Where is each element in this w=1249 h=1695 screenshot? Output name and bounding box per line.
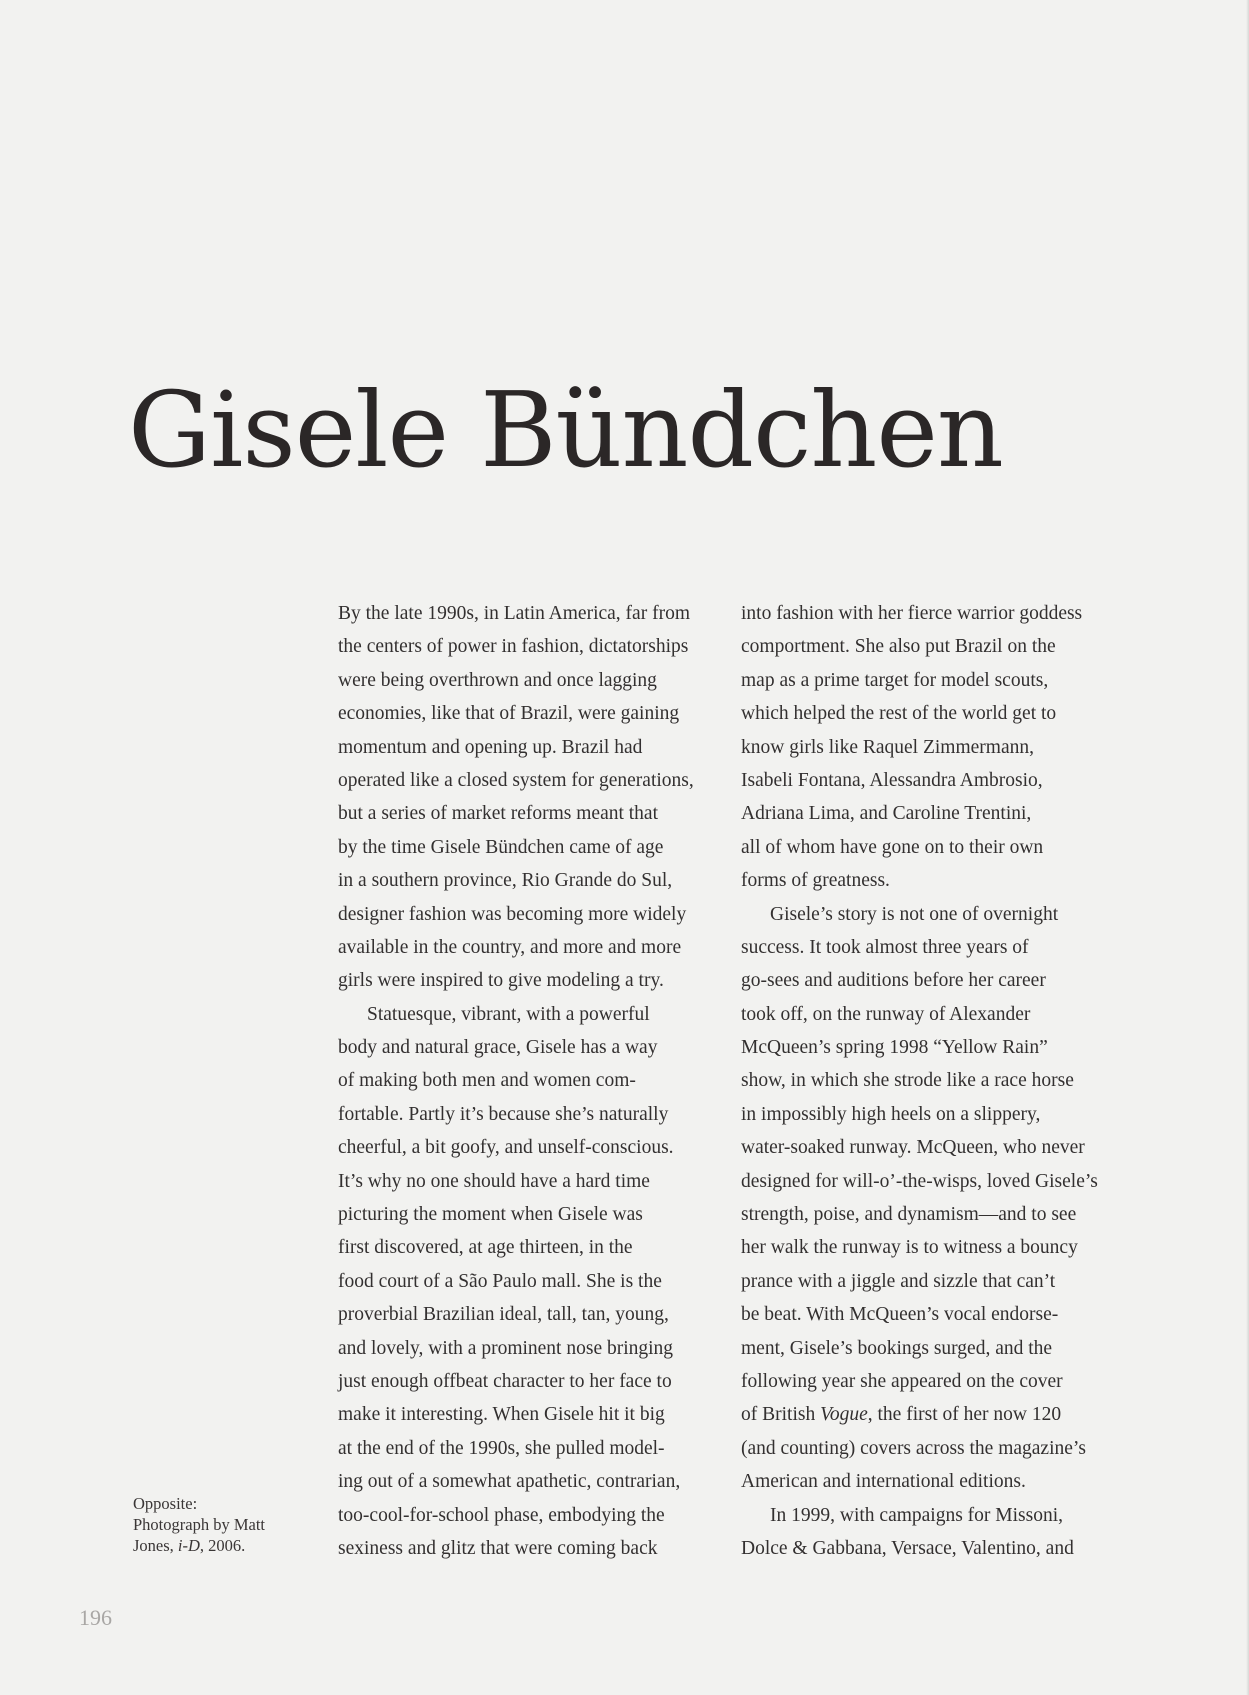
text-line: too-cool-for-school phase, embodying the <box>338 1504 665 1526</box>
text-fragment: of British <box>741 1404 821 1426</box>
text-line: food court of a São Paulo mall. She is the <box>338 1270 662 1292</box>
text-line: of making both men and women com- <box>338 1070 636 1092</box>
text-line: picturing the moment when Gisele was <box>338 1204 643 1226</box>
text-line: fortable. Partly it’s because she’s naturally <box>338 1103 669 1125</box>
text-line: (and counting) covers across the magazine’s <box>741 1437 1086 1459</box>
text-line: first discovered, at age thirteen, in the <box>338 1237 633 1259</box>
text-line: following year she appeared on the cover <box>741 1370 1063 1392</box>
text-line: momentum and opening up. Brazil had <box>338 736 643 758</box>
text-fragment: , 2006. <box>199 1536 246 1555</box>
text-line: sexiness and glitz that were coming back <box>338 1537 658 1559</box>
text-line: designer fashion was becoming more widely <box>338 903 687 925</box>
text-line: girls were inspired to give modeling a try. <box>338 970 664 992</box>
text-line: American and international editions. <box>741 1471 1026 1493</box>
body-column-left <box>338 597 718 1565</box>
text-line: which helped the rest of the world get to <box>741 703 1057 725</box>
publication-title: Vogue <box>820 1404 868 1426</box>
text-line: in impossibly high heels on a slippery, <box>741 1103 1041 1125</box>
text-line: available in the country, and more and more <box>338 936 682 958</box>
text-line: know girls like Raquel Zimmermann, <box>741 736 1034 758</box>
text-line: all of whom have gone on to their own <box>741 836 1044 858</box>
text-line: proverbial Brazilian ideal, tall, tan, young, <box>338 1304 669 1326</box>
text-line: ment, Gisele’s bookings surged, and the <box>741 1337 1053 1359</box>
text-line: economies, like that of Brazil, were gaining <box>338 703 680 725</box>
text-line: show, in which she strode like a race horse <box>741 1070 1074 1092</box>
publication-title: i-D <box>177 1536 200 1555</box>
text-line: Adriana Lima, and Caroline Trentini, <box>741 803 1032 825</box>
text-line: success. It took almost three years of <box>741 936 1029 958</box>
text-line: McQueen’s spring 1998 “Yellow Rain” <box>741 1037 1048 1059</box>
text-line: By the late 1990s, in Latin America, far from <box>338 603 690 624</box>
text-line: water-soaked runway. McQueen, who never <box>741 1137 1085 1159</box>
text-line: map as a prime target for model scouts, <box>741 669 1049 691</box>
text-line: the centers of power in fashion, dictatorships <box>338 636 689 658</box>
paragraph-start-line: In 1999, with campaigns for Missoni, <box>770 1504 1064 1526</box>
text-line: in a southern province, Rio Grande do Sul, <box>338 870 673 892</box>
text-line: designed for will-o’-the-wisps, loved Gisele’s <box>741 1170 1098 1192</box>
article-title: Gisele Bündchen <box>128 369 1003 491</box>
text-line: It’s why no one should have a hard time <box>338 1170 650 1192</box>
text-line: by the time Gisele Bündchen came of age <box>338 836 664 858</box>
text-line <box>741 1398 1121 1431</box>
text-line: at the end of the 1990s, she pulled model- <box>338 1437 665 1459</box>
text-line: strength, poise, and dynamism—and to see <box>741 1204 1077 1226</box>
text-line: but a series of market reforms meant that <box>338 803 659 825</box>
text-fragment: Jones, <box>133 1536 178 1555</box>
text-line: be beat. With McQueen’s vocal endorse- <box>741 1304 1059 1326</box>
photo-caption <box>133 1493 265 1556</box>
caption-line: Opposite: <box>133 1494 198 1513</box>
caption-line <box>133 1535 265 1556</box>
text-line: ing out of a somewhat apathetic, contrarian, <box>338 1471 681 1493</box>
paragraph-start-line: Gisele’s story is not one of overnight <box>770 903 1059 925</box>
text-line: just enough offbeat character to her face to <box>338 1370 672 1392</box>
text-line: body and natural grace, Gisele has a way <box>338 1037 658 1059</box>
text-line: Isabeli Fontana, Alessandra Ambrosio, <box>741 769 1043 791</box>
text-line: were being overthrown and once lagging <box>338 669 657 691</box>
text-line: took off, on the runway of Alexander <box>741 1003 1031 1025</box>
text-line: Dolce & Gabbana, Versace, Valentino, and <box>741 1537 1074 1559</box>
text-line: forms of greatness. <box>741 870 890 892</box>
text-line: her walk the runway is to witness a bouncy <box>741 1237 1078 1259</box>
text-line: comportment. She also put Brazil on the <box>741 636 1056 658</box>
text-line: and lovely, with a prominent nose bringing <box>338 1337 674 1359</box>
body-column-right <box>741 597 1121 1565</box>
caption-line: Photograph by Matt <box>133 1515 265 1534</box>
text-line: operated like a closed system for generations, <box>338 769 694 791</box>
text-line: into fashion with her fierce warrior goddess <box>741 603 1083 624</box>
text-line: cheerful, a bit goofy, and unself-conscious. <box>338 1137 674 1159</box>
text-fragment: , the first of her now 120 <box>867 1404 1062 1426</box>
text-line: make it interesting. When Gisele hit it big <box>338 1404 665 1426</box>
paragraph-start-line: Statuesque, vibrant, with a powerful <box>367 1003 650 1025</box>
text-line: prance with a jiggle and sizzle that can’t <box>741 1270 1056 1292</box>
page-number: 196 <box>79 1605 112 1630</box>
text-line: go-sees and auditions before her career <box>741 970 1046 992</box>
